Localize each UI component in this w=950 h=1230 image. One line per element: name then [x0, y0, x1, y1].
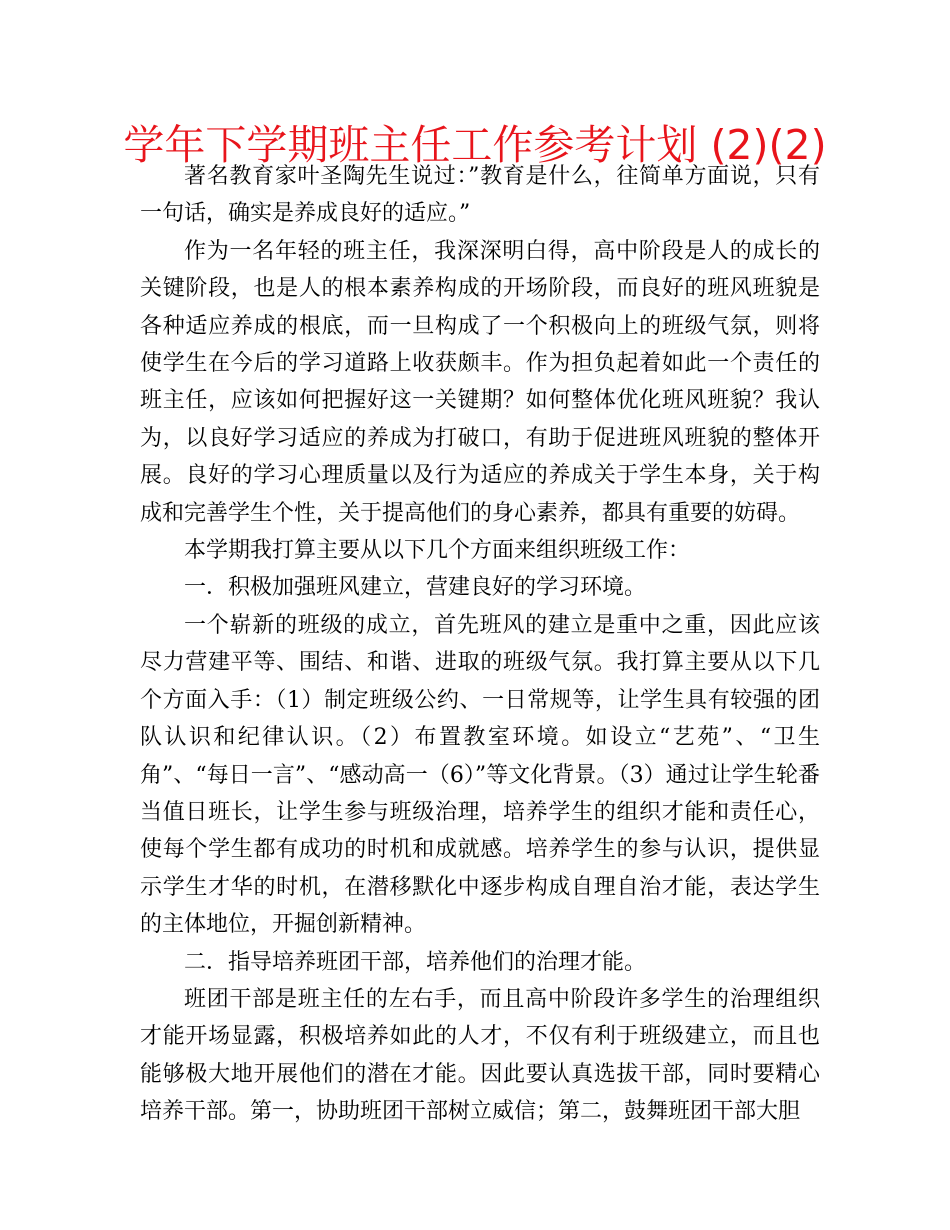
document-title: 学年下学期班主任工作参考计划 (2)(2) — [123, 121, 827, 169]
paragraph-plan-overview: 本学期我打算主要从以下几个方面来组织班级工作： — [184, 538, 691, 564]
paragraph-quote: 著名教育家叶圣陶先生说过：”教育是什么，往简单方面说，只有一句话，确实是养成良好的适应。” — [140, 164, 820, 227]
document-body — [140, 158, 820, 1131]
paragraph-section-1: 一个崭新的班级的成立，首先班风的建立是重中之重，因此应该尽力营建平等、围结、和谐、进取的班级气氛。我打算主要从以下几个方面入手：（1）制定班级公约、一日常规等，让学生具有较强的团队认识和纪律认识。（2）布置教室环境。如设立“艺苑”、“卫生角”、“每日一言”、“感动高一（6）”等文化背景。（3）通过让学生轮番当值日班长，让学生参与班级治理，培养学生的组织才能和责任心，使每个学生都有成功的时机和成就感。培养学生的参与认识，提供显示学生才华的时机，在潜移默化中逐步构成自理自治才能，表达学生的主体地位，开掘创新精神。 — [140, 612, 820, 938]
paragraph-intro: 作为一名年轻的班主任，我深深明白得，高中阶段是人的成长的关键阶段，也是人的根本素养构成的开场阶段，而良好的班风班貌是各种适应养成的根底，而一旦构成了一个积极向上的班级气氛，则将使学生在今后的学习道路上收获颇丰。作为担负起着如此一个责任的班主任，应该如何把握好这一关键期？如何整体优化班风班貌？我认为，以良好学习适应的养成为打破口，有助于促进班风班貌的整体开展。良好的学习心理质量以及行为适应的养成关于学生本身，关于构成和完善学生个性，关于提高他们的身心素养，都具有重要的妨碍。 — [140, 238, 820, 526]
section-heading-2: 二．指导培养班团干部，培养他们的治理才能。 — [184, 949, 647, 975]
paragraph-section-2: 班团干部是班主任的左右手，而且高中阶段许多学生的治理组织才能开场显露，积极培养如此的人才，不仅有利于班级建立，而且也能够极大地开展他们的潜在才能。因此要认真选拔干部，同时要精心培养干部。第一，协助班团干部树立威信；第二，鼓舞班团干部大胆 — [140, 986, 820, 1125]
section-heading-1: 一．积极加强班风建立，营建良好的学习环境。 — [184, 575, 647, 601]
